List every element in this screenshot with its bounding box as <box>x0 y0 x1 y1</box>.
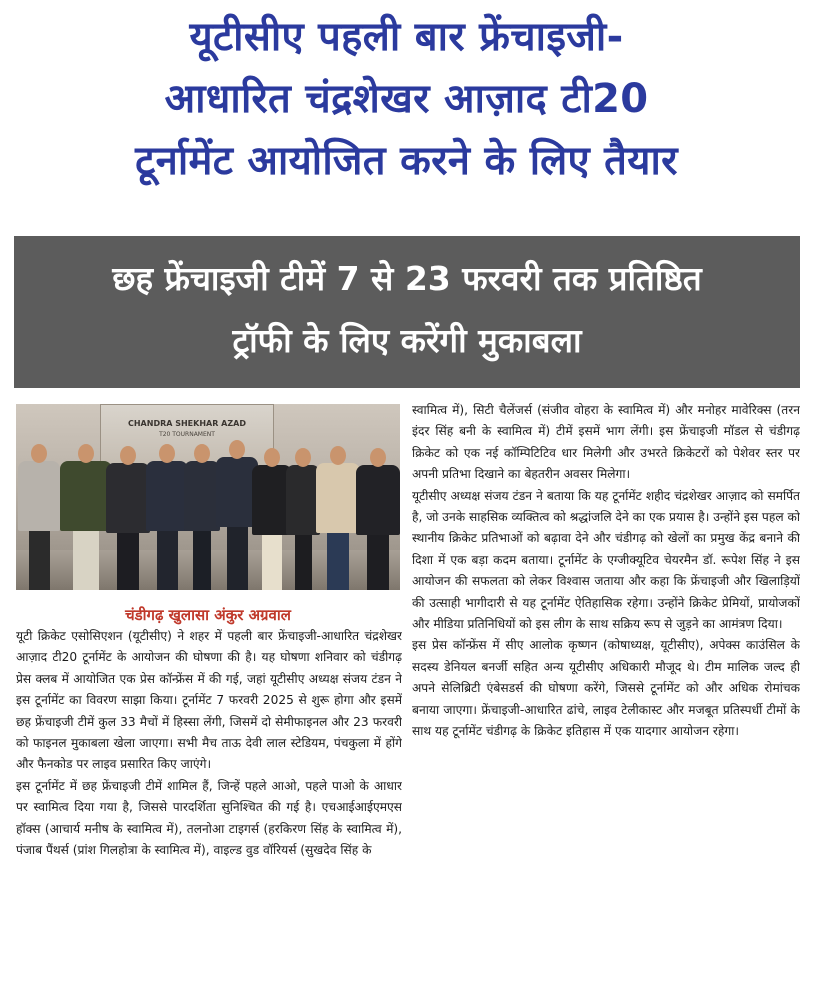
article-column-right <box>412 400 800 998</box>
person-legs <box>73 529 99 590</box>
person-head <box>194 444 210 463</box>
person-figure <box>316 446 360 590</box>
article-column-left <box>16 626 402 998</box>
backdrop-title: CHANDRA SHEKHAR AZAD <box>127 419 246 428</box>
person-legs <box>227 525 248 590</box>
person-head <box>295 448 311 467</box>
person-legs <box>157 529 178 590</box>
deck-line-1: छह फ्रेंचाइजी टीमें 7 से 23 फरवरी तक प्रतिष्ठित <box>112 259 702 298</box>
person-body <box>106 463 150 533</box>
person-head <box>31 444 47 463</box>
person-legs <box>367 533 389 590</box>
left-paragraph-1: यूटी क्रिकेट एसोसिएशन (यूटीसीए) ने शहर में पहली बार फ्रेंचाइजी-आधारित चंद्रशेखर आज़ाद टी20 टूर्नामेंट के आयोजन की घोषणा की है। यह घोषणा शनिवार को चंडीगढ़ प्रेस क्लब में आयोजित एक प्रेस कॉन्फ्रेंस में की गई, जहां यूटीसीए अध्यक्ष संजय टंडन ने इस टूर्नामेंट का विवरण साझा किया। टूर्नामेंट 7 फरवरी 2025 से शुरू होगा और इसमें छह फ्रेंचाइजी टीमें कुल 33 मैचों में हिस्सा लेंगी, जिसमें दो सेमीफाइनल और 23 फरवरी को फाइनल मुकाबला खेला जाएगा। सभी मैच ताऊ देवी लाल स्टेडियम, पंचकुला में होंगे और फैनकोड पर लाइव प्रसारित किए जाएंगे। <box>16 629 402 772</box>
person-body <box>60 461 112 531</box>
person-body <box>286 465 320 535</box>
person-legs <box>29 529 50 590</box>
person-legs <box>193 529 211 590</box>
headline <box>0 6 813 192</box>
person-legs <box>117 531 139 590</box>
person-legs <box>295 533 312 590</box>
person-figure <box>106 446 150 590</box>
byline: चंडीगढ़ खुलासा अंकुर अग्रवाल <box>125 606 291 624</box>
left-paragraph-2: इस टूर्नामेंट में छह फ्रेंचाइजी टीमें शामिल हैं, जिन्हें पहले आओ, पहले पाओ के आधार पर स्वामित्व दिया गया है, जिससे पारदर्शिता सुनिश्चित की गई है। एचआईआईएमएस हॉक्स (आचार्य मनीष के स्वामित्व में), तलनोआ टाइगर्स (हरकिरण सिंह के स्वामित्व में), पंजाब पैंथर्स (प्रांश गिलहोत्रा के स्वामित्व में), वाइल्ड वुड वॉरियर्स (सुखदेव सिंह के <box>16 778 402 858</box>
person-head <box>78 444 94 463</box>
person-head <box>264 448 280 467</box>
headline-line-1: यूटीसीए पहली बार फ्रेंचाइजी- <box>189 14 624 60</box>
person-figure <box>184 444 220 590</box>
person-legs <box>327 531 349 590</box>
person-head <box>330 446 346 465</box>
person-body <box>356 465 400 535</box>
backdrop-subtitle: T20 TOURNAMENT <box>159 431 215 438</box>
right-paragraph-1: स्वामित्व में), सिटी चैलेंजर्स (संजीव वोहरा के स्वामित्व में) और मनोहर मावेरिक्स (तरन इंदर सिंह बनी के स्वामित्व में) टीमें इसमें भाग लेंगी। इस फ्रेंचाइजी मॉडल से चंडीगढ़ क्रिकेट को एक नई कॉम्पिटिटिव धार मिलेगी और उभरते क्रिकेटरों को पेशेवर स्तर पर अपनी प्रतिभा दिखाने का बेहतरीन अवसर मिलेगा। <box>412 403 800 482</box>
person-head <box>229 440 245 459</box>
subheadline-deck <box>14 236 800 388</box>
person-head <box>159 444 175 463</box>
person-figure <box>60 444 112 590</box>
headline-line-3: टूर्नामेंट आयोजित करने के लिए तैयार <box>135 138 678 184</box>
person-figure <box>18 444 60 590</box>
person-figure <box>146 444 188 590</box>
person-body <box>146 461 188 531</box>
person-figure <box>286 448 320 590</box>
person-figure <box>356 448 400 590</box>
person-head <box>120 446 136 465</box>
person-body <box>18 461 60 531</box>
deck-line-2: ट्रॉफी के लिए करेंगी मुकाबला <box>232 321 582 360</box>
right-paragraph-2: यूटीसीए अध्यक्ष संजय टंडन ने बताया कि यह टूर्नामेंट शहीद चंद्रशेखर आज़ाद को समर्पित है, जो उनके साहसिक व्यक्तित्व को श्रद्धांजलि देने का एक प्रयास है। उन्होंने इस पहल को स्थानीय क्रिकेट प्रतिभाओं को बढ़ावा देने और चंडीगढ़ को खेलों का प्रमुख केंद्र बनाने की दिशा में एक बड़ा कदम बताया। टूर्नामेंट के एग्जीक्यूटिव चेयरमैन डॉ. रूपेश सिंह ने इस आयोजन की सफलता को लेकर विश्वास जताया और कहा कि फ्रेंचाइजी और खिलाड़ियों की उत्साही भागीदारी से यह टूर्नामेंट ऐतिहासिक रहेगा। उन्होंने क्रिकेट प्रेमियों, प्रायोजकों और मीडिया प्रतिनिधियों को इस लीग के साथ सक्रिय रूप से जुड़ने का आमंत्रण दिया। <box>412 488 800 632</box>
person-legs <box>262 533 282 590</box>
headline-line-2: आधारित चंद्रशेखर आज़ाद टी20 <box>164 76 649 122</box>
person-head <box>370 448 386 467</box>
person-body <box>184 461 220 531</box>
person-body <box>316 463 360 533</box>
right-paragraph-3: इस प्रेस कॉन्फ्रेंस में सीए आलोक कृष्णन (कोषाध्यक्ष, यूटीसीए), अपेक्स काउंसिल के सदस्य डेनियल बनर्जी सहित अन्य यूटीसीए अधिकारी मौजूद थे। टीम मालिक जल्द ही अपने सेलिब्रिटी एंबेसडर्स की घोषणा करेंगे, जिससे टूर्नामेंट को और अधिक रोमांचक बनाया जाएगा। फ्रेंचाइजी-आधारित ढांचे, लाइव टेलीकास्ट और मजबूत प्रतिस्पर्धी टीमों के साथ यह टूर्नामेंट चंडीगढ़ के क्रिकेट इतिहास में एक यादगार आयोजन रहेगा। <box>412 638 800 739</box>
press-conference-photo <box>16 404 400 590</box>
